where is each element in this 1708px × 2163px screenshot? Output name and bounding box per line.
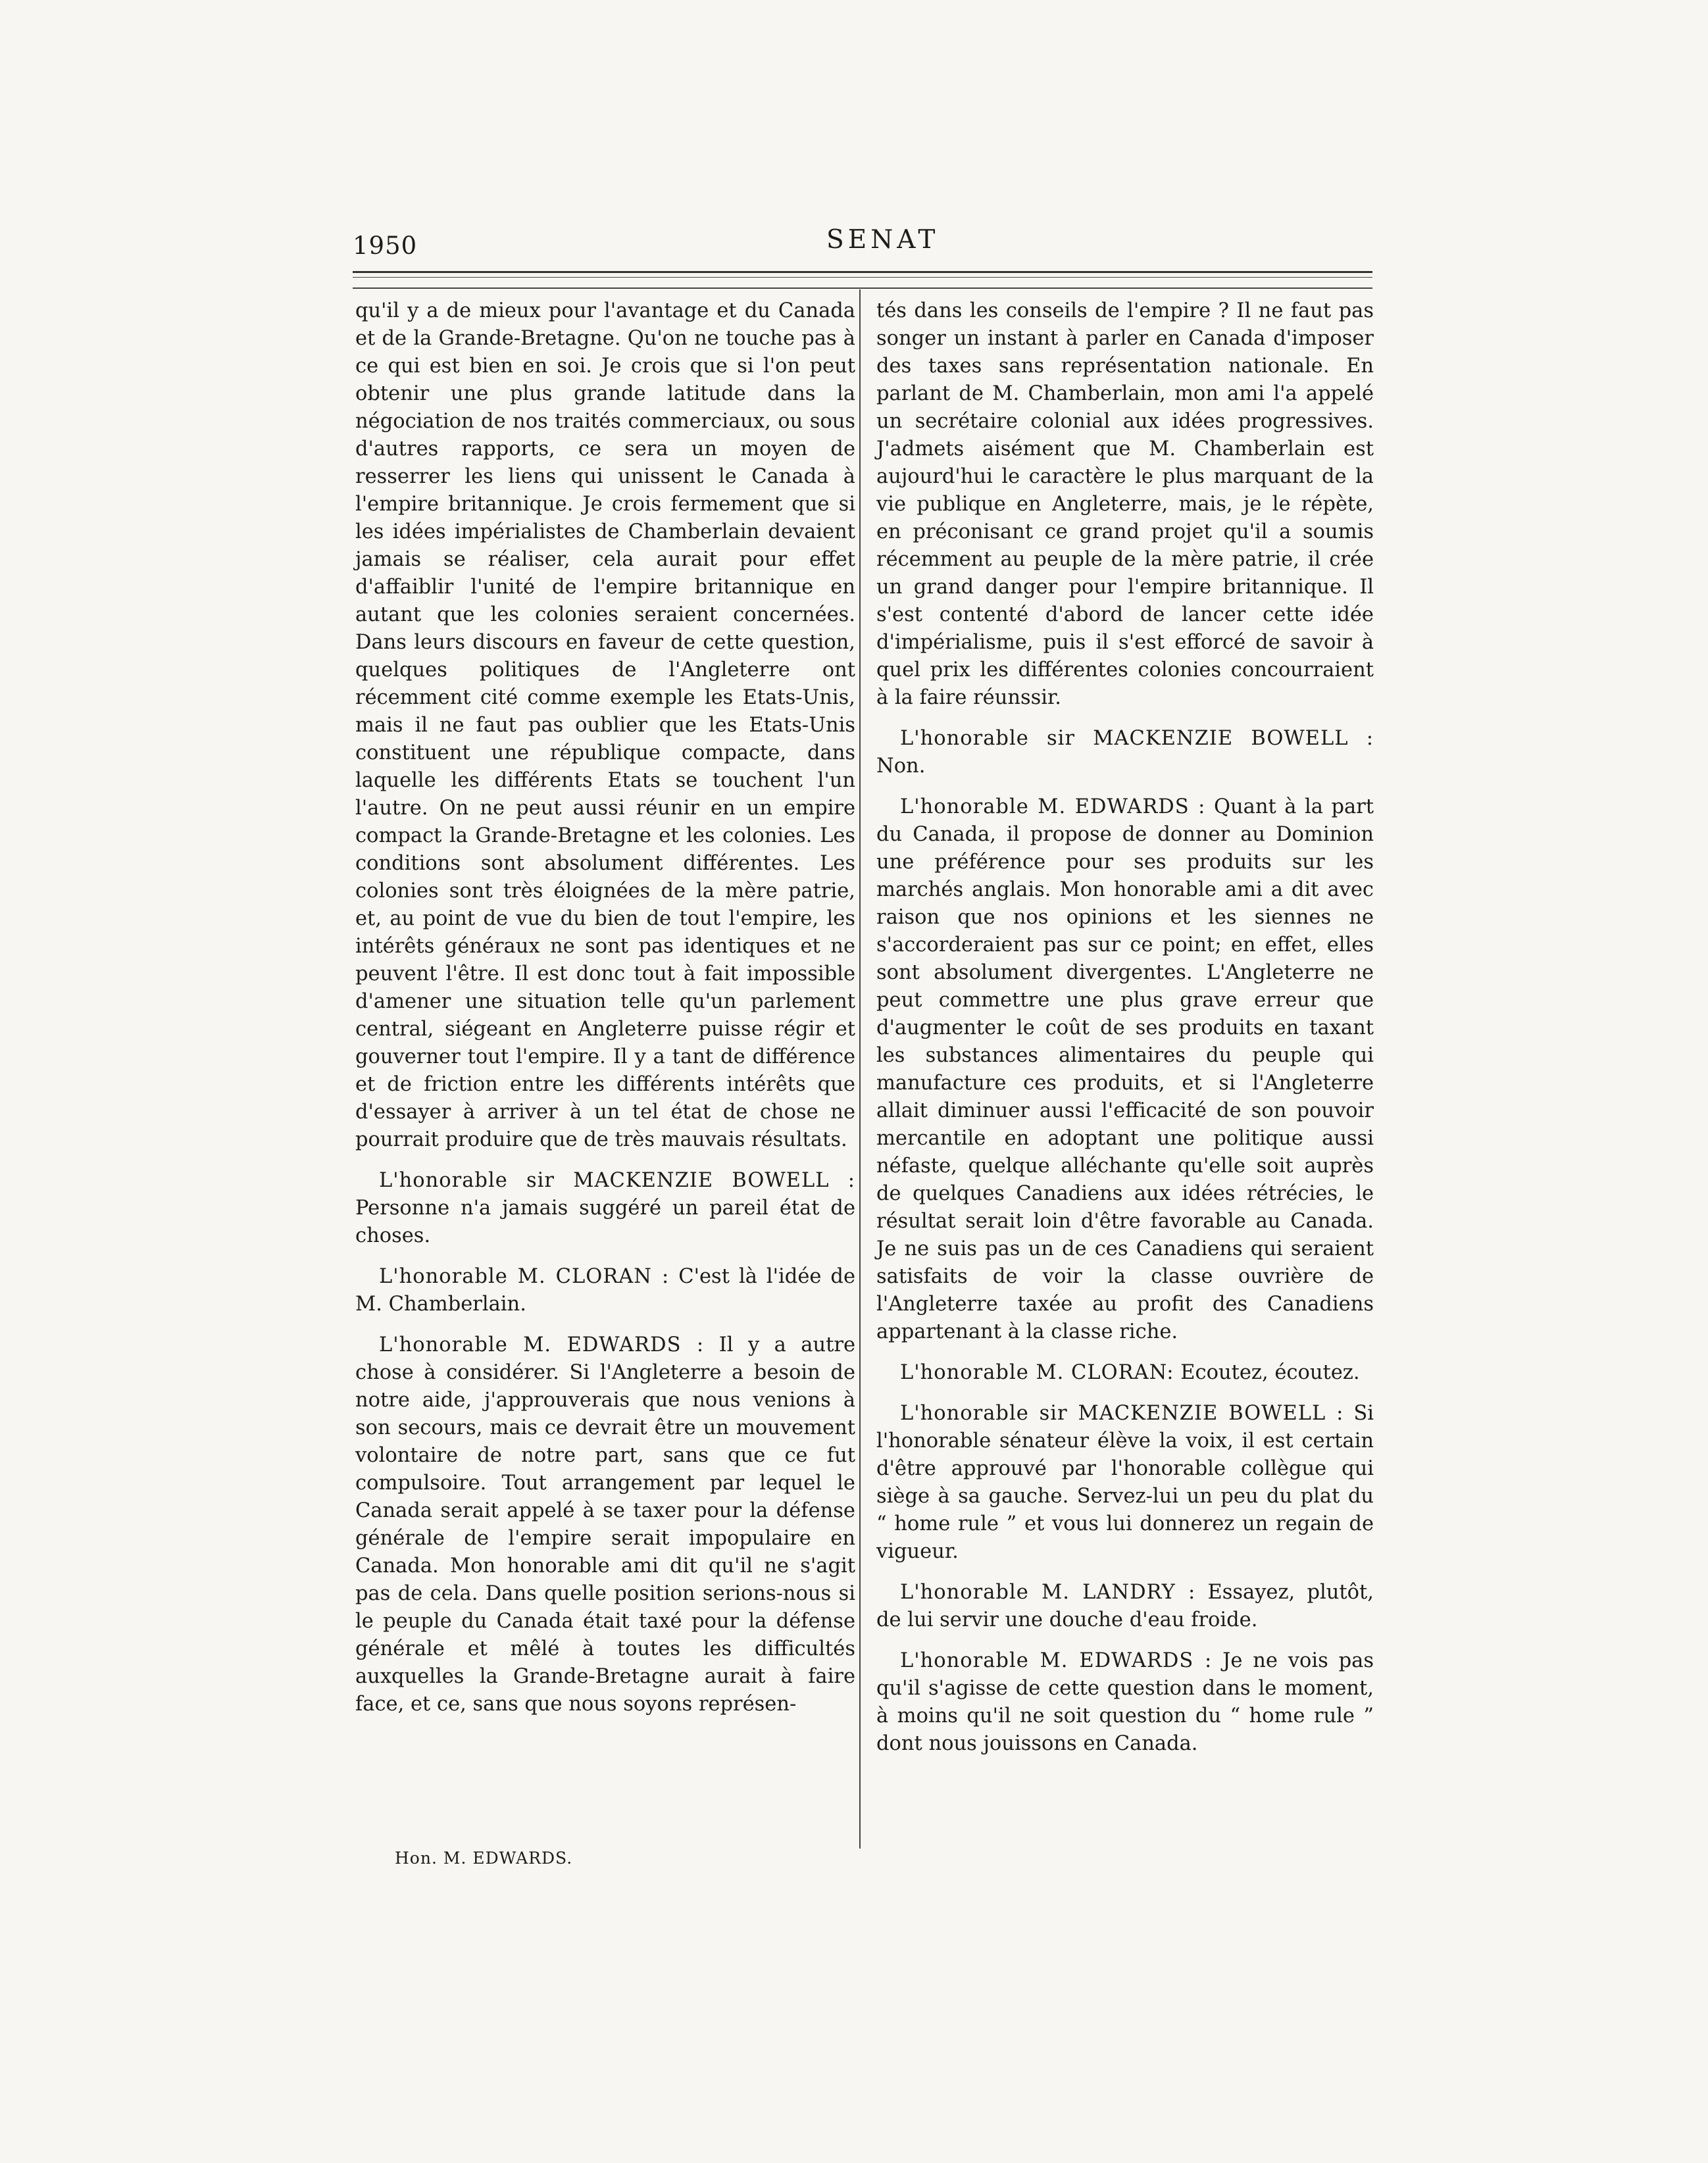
- left-column: [355, 297, 855, 1731]
- speech-paragraph: [876, 1647, 1374, 1758]
- speaker-name: L'honorable sir MACKENZIE BOWELL :: [379, 1169, 855, 1192]
- speaker-name: L'honorable M. CLORAN:: [900, 1361, 1174, 1384]
- speech-text: Je ne vois pas qu'il s'agisse de cette question dans le moment, à moins qu'il ne soit question du “ home rule ” dont nous jouissons en Canada.: [876, 1649, 1374, 1755]
- speech-paragraph: [876, 1579, 1374, 1634]
- speech-text: Ecoutez, écoutez.: [1180, 1361, 1360, 1384]
- speaker-name: L'honorable M. EDWARDS :: [379, 1333, 705, 1356]
- speech-text: Non.: [876, 755, 926, 778]
- paragraph: tés dans les conseils de l'empire ? Il ne faut pas songer un instant à parler en Canada d'imposer des taxes sans représentation nationale. En parlant de M. Chamberlain, mon ami l'a appelé un secrétaire colonial aux idées progressives. J'admets aisément que M. Chamberlain est aujourd'hui le caractère le plus marquant de la vie publique en Angleterre, mais, je le répète, en préconisant ce grand projet qu'il a soumis récemment au peuple de la mère patrie, il crée un grand danger pour l'empire britannique. Il s'est contenté d'abord de lancer cette idée d'impérialisme, puis il s'est efforcé de savoir à quel prix les différentes colonies concourraient à la faire réunssir.: [876, 299, 1374, 709]
- header-rule: [353, 271, 1372, 278]
- speaker-name: L'honorable M. CLORAN :: [379, 1265, 670, 1288]
- speaker-name: L'honorable M. LANDRY :: [900, 1581, 1196, 1604]
- speech-text: Si l'honorable sénateur élève la voix, il est certain d'être approuvé par l'honorable collègue qui siège à sa gauche. Servez-lui un peu du plat du “ home rule ” et vous lui donnerez un regain de vigueur.: [876, 1402, 1374, 1563]
- running-head: SENAT: [826, 225, 940, 255]
- speech-text: Il y a autre chose à considérer. Si l'Angleterre a besoin de notre aide, j'approuverais que nous venions à son secours, mais ce devrait être un mouvement volontaire de notre part, sans que ce fut compulsoire. Tout arrangement par lequel le Canada serait appelé à se taxer pour la défense générale de l'empire serait impopulaire en Canada. Mon honorable ami dit qu'il ne s'agit pas de cela. Dans quelle position serions-nous si le peuple du Canada était taxé pour la défense générale et mêlé à toutes les difficultés auxquelles la Grande-Bretagne aurait à faire face, et ce, sans que nous soyons représen-: [355, 1333, 855, 1716]
- speech-text: Essayez, plutôt, de lui servir une douche d'eau froide.: [876, 1581, 1374, 1631]
- header-rule-lower: [353, 287, 1372, 289]
- right-column: [876, 297, 1374, 1771]
- speech-paragraph: [355, 1167, 855, 1250]
- page-number: 1950: [353, 232, 418, 260]
- speech-text: Quant à la part du Canada, il propose de donner au Dominion une préférence pour ses produits sur les marchés anglais. Mon honorable ami a dit avec raison que nos opinions et les siennes ne s'accorderaient pas sur ce point; en effet, elles sont absolument divergentes. L'Angleterre ne peut commettre une plus grave erreur que d'augmenter le coût de ses produits en taxant les substances alimentaires du peuple qui manufacture ces produits, et si l'Angleterre allait diminuer aussi l'efficacité de son pouvoir mercantile en adoptant une politique aussi néfaste, quelque alléchante qu'elle soit auprès de quelques Canadiens aux idées rétrécies, le résultat serait loin d'être favorable au Canada. Je ne suis pas un de ces Canadiens qui seraient satisfaits de voir la classe ouvrière de l'Angleterre taxée au profit des Canadiens appartenant à la classe riche.: [876, 795, 1374, 1343]
- speech-paragraph: [876, 1359, 1374, 1387]
- speech-paragraph: [876, 793, 1374, 1346]
- speech-text: C'est là l'idée de M. Chamberlain.: [355, 1265, 855, 1316]
- speech-paragraph: [355, 1263, 855, 1318]
- speaker-name: L'honorable M. EDWARDS :: [900, 795, 1206, 818]
- speech-paragraph: [876, 1400, 1374, 1566]
- speaker-name: L'honorable sir MACKENZIE BOWELL :: [900, 727, 1374, 750]
- speech-paragraph: [876, 725, 1374, 780]
- footer-signature: Hon. M. EDWARDS.: [395, 1849, 573, 1868]
- speaker-name: L'honorable sir MACKENZIE BOWELL :: [900, 1402, 1344, 1425]
- speech-paragraph: [355, 1331, 855, 1718]
- speaker-name: L'honorable M. EDWARDS :: [900, 1649, 1213, 1672]
- speech-text: Personne n'a jamais suggéré un pareil état de choses.: [355, 1197, 855, 1247]
- paragraph: qu'il y a de mieux pour l'avantage et du Canada et de la Grande-Bretagne. Qu'on ne touche pas à ce qui est bien en soi. Je crois que si l'on peut obtenir une plus grande latitude dans la négociation de nos traités commerciaux, ou sous d'autres rapports, ce sera un moyen de resserrer les liens qui unissent le Canada à l'empire britannique. Je crois fermement que si les idées impérialistes de Chamberlain devaient jamais se réaliser, cela aurait pour effet d'affaiblir l'unité de l'empire britannique en autant que les colonies seraient concernées. Dans leurs discours en faveur de cette question, quelques politiques de l'Angleterre ont récemment cité comme exemple les Etats-Unis, mais il ne faut pas oublier que les Etats-Unis constituent une république compacte, dans laquelle les différents Etats se touchent l'un l'autre. On ne peut aussi réunir en un empire compact la Grande-Bretagne et les colonies. Les conditions sont absolument différentes. Les colonies sont très éloignées de la mère patrie, et, au point de vue du bien de tout l'empire, les intérêts généraux ne sont pas identiques et ne peuvent l'être. Il est donc tout à fait impossible d'amener une situation telle qu'un parlement central, siégeant en Angleterre puisse régir et gouverner tout l'empire. Il y a tant de différence et de friction entre les différents intérêts que d'essayer à arriver à un tel état de chose ne pourrait produire que de très mauvais résultats.: [355, 299, 855, 1151]
- column-divider: [859, 289, 861, 1849]
